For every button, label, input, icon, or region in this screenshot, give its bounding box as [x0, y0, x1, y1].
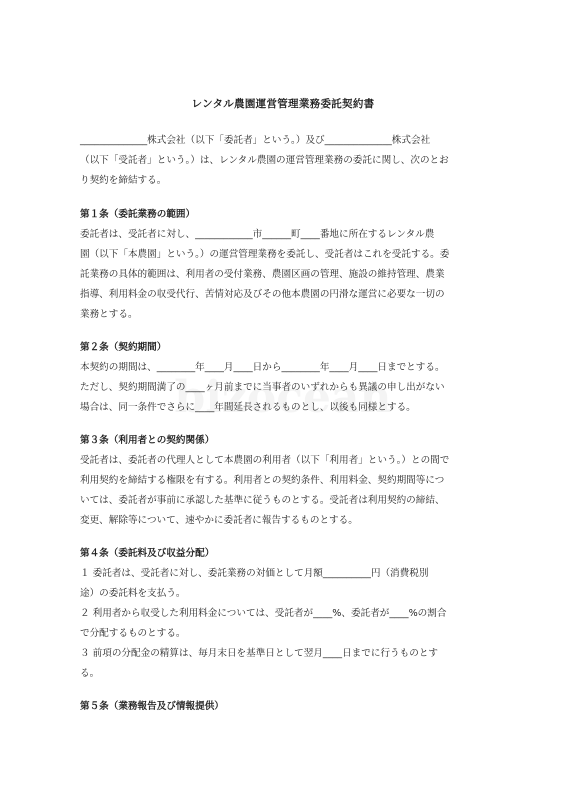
- article-5-heading: 第５条（業務報告及び情報提供）: [80, 701, 224, 712]
- article-2-line-2: ただし、契約期間満了の____ヶ月前までに当事者のいずれからも異議の申し出がない: [80, 382, 445, 393]
- article-3-line-4: 変更、解除等について、速やかに委託者に報告するものとする。: [80, 515, 358, 526]
- article-4-line-6: る。: [80, 668, 100, 679]
- article-1-heading: 第１条（委託業務の範囲）: [80, 209, 196, 220]
- article-1-line-5: 業務とする。: [80, 309, 138, 320]
- document-title: レンタル農園運営管理業務委託契約書: [191, 98, 375, 110]
- article-2-line-3: 場合は、同一条件でさらに____年間延長されるものとし、以後も同様とする。: [80, 402, 416, 413]
- article-3-line-2: 利用契約を締結する権限を有する。利用者との契約条件、利用料金、契約期間等につ: [80, 475, 445, 486]
- article-4-line-3: ２ 利用者から収受した利用料金については、受託者が____%、委託者が____%の割合: [80, 608, 447, 619]
- article-4-line-1: １ 委託者は、受託者に対し、委託業務の対価として月額__________円（消費税別: [80, 568, 429, 579]
- article-1-line-2: 園（以下「本農園」という。）の運営管理業務を委託し、受託者はこれを受託する。委: [80, 249, 450, 260]
- article-1-line-4: 指導、利用料金の収受代行、苦情対応及びその他本農園の円滑な運営に必要な一切の: [80, 289, 445, 300]
- article-4-line-4: で分配するものとする。: [80, 628, 186, 639]
- article-3-heading: 第３条（利用者との契約関係）: [80, 435, 215, 446]
- article-1-line-3: 託業務の具体的範囲は、利用者の受付業務、農園区画の管理、施設の維持管理、農業: [80, 269, 445, 280]
- article-2-line-1: 本契約の期間は、________年____月____日から________年____月____日までとする。: [80, 362, 445, 373]
- article-1-line-1: 委託者は、受託者に対し、____________市______町____番地に所在するレンタル農: [80, 229, 435, 240]
- article-2-heading: 第２条（契約期間）: [80, 342, 167, 353]
- article-4-heading: 第４条（委託料及び収益分配）: [80, 548, 215, 559]
- preamble-line-2: （以下「受託者」という。）は、レンタル農園の運営管理業務の委託に関し、次のとお: [80, 155, 449, 166]
- article-4-line-5: ３ 前項の分配金の精算は、毎月末日を基準日として翌月____日までに行うものとす: [80, 648, 439, 659]
- article-3-line-3: いては、委託者が事前に承認した基準に従うものとする。受託者は利用契約の締結、: [80, 495, 445, 506]
- article-4-line-2: 途）の委託料を支払う。: [80, 588, 186, 599]
- preamble-line-1: ______________株式会社（以下「委託者」という。）及び______________株式会社: [80, 135, 431, 146]
- preamble-line-3: り契約を締結する。: [80, 175, 167, 186]
- article-3-line-1: 受託者は、委託者の代理人として本農園の利用者（以下「利用者」という。）との間で: [80, 455, 450, 466]
